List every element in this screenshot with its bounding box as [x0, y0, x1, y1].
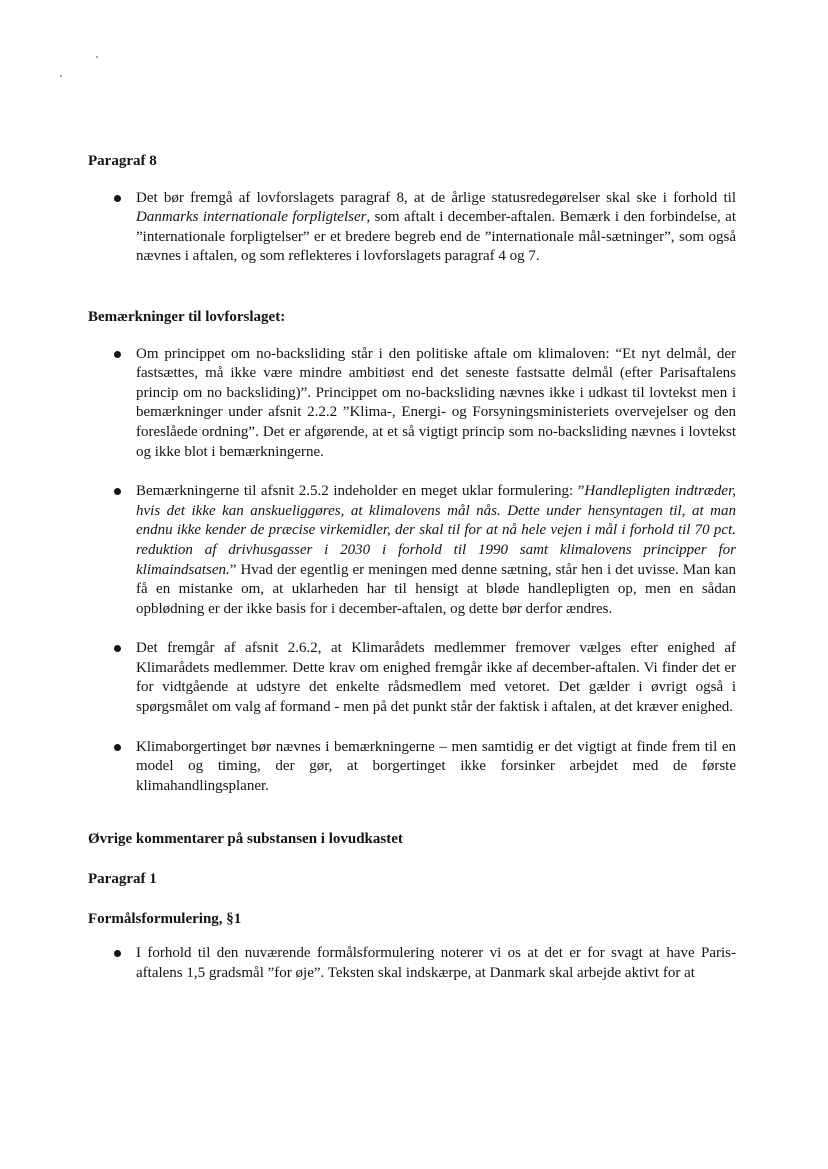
text-run: Det fremgår af afsnit 2.6.2, at Klimarådets medlemmer fremover vælges efter enighed af Klimarådets medlemmer. Dette krav om enighed fremgår ikke af december-aftalen. Vi finder det er for vidtgående at udstyre det enkelte rådsmedlem med vetoret. Det gælder i øvrigt også i spørgsmålet om valg af formand - men på det punkt står der faktisk i aftalen, at det kræver enighed. — [136, 640, 736, 716]
bullet-list — [88, 189, 736, 267]
italic-text-run: Danmarks internationale forpligtelser — [136, 209, 367, 226]
bullet-dot-icon — [114, 351, 121, 358]
scan-speck — [96, 56, 98, 58]
bullet-dot-icon — [114, 195, 121, 202]
bullet-item — [88, 639, 736, 717]
bullet-item — [88, 482, 736, 619]
bullet-item — [88, 738, 736, 797]
bullet-text — [136, 345, 736, 463]
bullet-text — [136, 639, 736, 717]
text-run: Bemærkningerne til afsnit 2.5.2 indeholder en meget uklar formulering: ” — [136, 483, 585, 500]
bullet-dot-icon — [114, 950, 121, 957]
section-heading: Formålsformulering, §1 — [88, 910, 242, 927]
bullet-dot-icon — [114, 488, 121, 495]
scan-speck — [60, 75, 62, 77]
text-run: ” Hvad der egentlig er meningen med denne sætning, står hen i det uvisse. Man kan få en mistanke om, at uklarheden har til hensigt at bløde handlepligten op, men en sådan opblødning er der ikke basis for i december-aftalen, og dette bør derfor ændres. — [136, 561, 736, 617]
bullet-list — [88, 345, 736, 797]
bullet-text — [136, 482, 736, 619]
section-heading: Bemærkninger til lovforslaget: — [88, 308, 286, 325]
text-run: Det bør fremgå af lovforslagets paragraf 8, at de årlige statusredegørelser skal ske i forhold til — [136, 189, 736, 206]
bullet-item — [88, 189, 736, 267]
bullet-dot-icon — [114, 744, 121, 751]
section-heading: Øvrige kommentarer på substansen i lovudkastet — [88, 831, 403, 848]
section-heading: Paragraf 8 — [88, 153, 157, 169]
italic-text-run: Handlepligten indtræder, hvis det ikke kan anskueliggøres, at klimalovens mål nås. Dette under hensyntagen til, at man endnu ikke kender de præcise virkemidler, der skal til for at nå hele vejen i mål i forhold til 70 pct. reduktion af drivhusgasser i 2030 i forhold til 1990 samt klimalovens principper for klimaindsatsen. — [136, 483, 736, 578]
bullet-dot-icon — [114, 645, 121, 652]
document-page — [88, 152, 736, 983]
bullet-item — [88, 345, 736, 463]
bullet-text — [136, 189, 736, 267]
bullet-text — [136, 738, 736, 797]
text-run: I forhold til den nuværende formålsformulering noterer vi os at det er for svagt at have Paris-aftalens 1,5 gradsmål ”for øje”. Teksten skal indskærpe, at Danmark skal arbejde aktivt for at — [136, 945, 736, 981]
bullet-text — [136, 944, 736, 983]
text-run: Klimaborgertinget bør nævnes i bemærkningerne – men samtidig er det vigtigt at finde frem til en model og timing, der gør, at borgertinget ikke forsinker arbejdet med de første klimahandlingsplaner. — [136, 738, 736, 794]
section-heading: Paragraf 1 — [88, 871, 157, 888]
text-run: , som aftalt i december-aftalen. Bemærk i den forbindelse, at ”internationale forpligtelser” er et bredere begreb end de ”internationale mål-sætninger”, som også nævnes i aftalen, og som reflekteres i lovforslagets paragraf 4 og 7. — [136, 209, 736, 265]
text-run: Om princippet om no-backsliding står i den politiske aftale om klimaloven: “Et nyt delmål, der fastsættes, må ikke være mindre ambitiøst end det seneste fastsatte delmål (efter Parisaftalens princip om no backsliding)”. Princippet om no-backsliding nævnes ikke i udkast til lovtekst men i bemærkninger under afsnit 2.2.2 ”Klima-, Energi- og Forsyningsministeriets overvejelser og den foreslåede ordning”. Det er afgørende, at et så vigtigt princip som no-backsliding nævnes i lovtekst og ikke blot i bemærkningerne. — [136, 345, 736, 460]
bullet-list — [88, 944, 736, 983]
bullet-item — [88, 944, 736, 983]
